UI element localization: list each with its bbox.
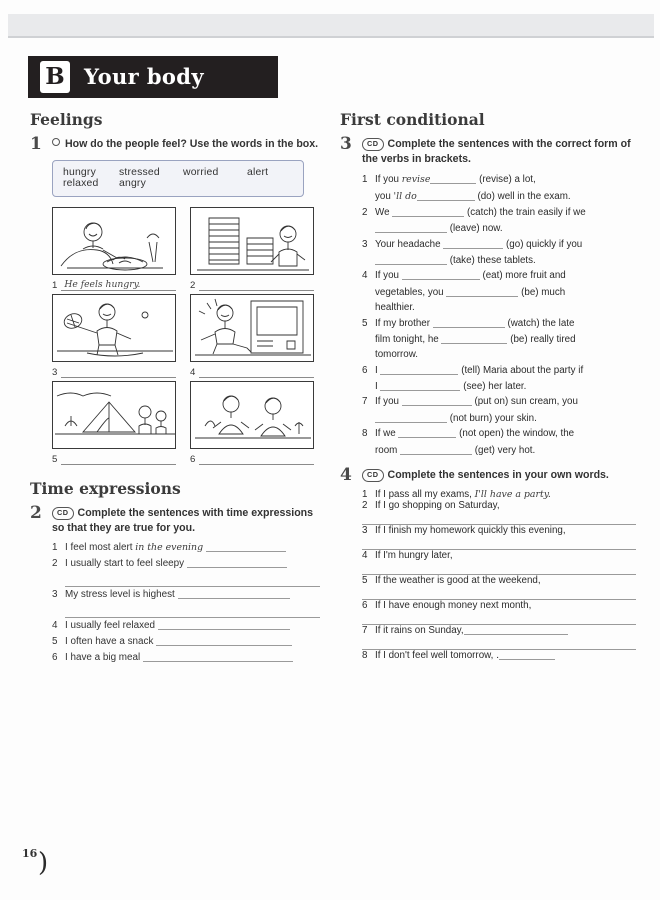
conditional-item-6	[362, 363, 636, 395]
own-words-item	[362, 550, 636, 575]
conditional-item-4	[362, 268, 636, 315]
item-number: 5	[52, 635, 58, 647]
illustration-man-kicking-vending-machine	[190, 294, 314, 362]
list-item	[52, 557, 320, 587]
item-text: If I don't feel well tomorrow,	[375, 649, 494, 661]
item-number: 4	[362, 270, 368, 282]
picture-row-2	[52, 294, 314, 378]
item-number: 8	[362, 649, 368, 661]
picture-cell-1	[52, 207, 176, 291]
item-number: 3	[362, 238, 368, 250]
item-text: If I go shopping on Saturday,	[375, 499, 500, 511]
conditional-line: healthier.	[375, 302, 415, 314]
picture-grid	[52, 207, 314, 465]
answer-text[interactable]: in the evening	[135, 542, 204, 554]
word-box	[52, 160, 304, 197]
picture-number-5: 5	[52, 454, 58, 466]
word-hungry: hungry	[63, 167, 96, 179]
exercise-4	[340, 465, 636, 486]
picture-cell-3	[52, 294, 176, 378]
exercise-2-instruction	[52, 506, 320, 535]
page-top-rule	[8, 36, 654, 38]
picture-cell-4	[190, 294, 314, 378]
exercise-2-items	[52, 541, 320, 665]
answer-line[interactable]	[65, 605, 320, 618]
picture-cell-2	[190, 207, 314, 291]
exercise-4-number: 4	[340, 465, 352, 486]
picture-answer-line-4[interactable]	[199, 377, 314, 378]
exercise-3-instruction	[362, 137, 636, 166]
conditional-line: (leave) now.	[375, 221, 636, 236]
conditional-line: you 'll do (do) well in the exam.	[375, 191, 571, 203]
item-number: 6	[362, 364, 368, 376]
answer-line[interactable]	[362, 636, 636, 650]
conditional-line: 2 We (catch) the train easily if we	[362, 205, 636, 220]
item-text: I have a big meal	[65, 651, 320, 666]
item-text: If I'm hungry later,	[375, 549, 453, 561]
item-number: 5	[362, 317, 368, 329]
exercise-1-number: 1	[30, 134, 42, 154]
exercise-1	[30, 134, 320, 154]
own-words-item	[362, 650, 636, 661]
conditional-item-1	[362, 172, 636, 205]
conditional-item-7	[362, 394, 636, 426]
item-text: I usually feel relaxed	[65, 619, 320, 634]
conditional-line: (take) these tablets.	[375, 253, 636, 268]
answer-line[interactable]	[65, 574, 320, 587]
conditional-line: room (get) very hot.	[375, 444, 536, 456]
item-text: I usually start to feel sleepy	[65, 557, 320, 587]
right-column	[340, 110, 636, 661]
page-number: 16	[22, 847, 38, 860]
picture-answer-5	[52, 451, 176, 465]
item-text: I feel most alert in the evening	[65, 541, 320, 556]
word-box-row-2	[63, 178, 295, 189]
picture-row-1	[52, 207, 314, 291]
item-text: If the weather is good at the weekend,	[375, 574, 541, 586]
illustration-two-people-meditating	[190, 381, 314, 449]
page-corner-mark: )	[38, 848, 49, 878]
page-top-band	[8, 14, 654, 36]
cd-icon: CD	[52, 507, 74, 520]
conditional-line: film tonight, he (be) really tired	[375, 334, 576, 346]
cd-icon: CD	[362, 138, 384, 151]
picture-number-6: 6	[190, 454, 196, 466]
list-item	[52, 635, 320, 650]
answer-line[interactable]	[362, 611, 636, 625]
conditional-line: 1 If you revise (revise) a lot,	[362, 172, 636, 188]
conditional-line: tomorrow.	[375, 349, 419, 361]
picture-answer-2	[190, 277, 314, 291]
item-number: 6	[362, 599, 368, 611]
conditional-line: I (see) her later.	[375, 381, 527, 393]
unit-letter: B	[40, 61, 70, 93]
conditional-item-5	[362, 316, 636, 363]
exercise-1-instruction	[52, 137, 320, 151]
list-item	[52, 588, 320, 618]
circle-icon	[52, 138, 60, 146]
picture-number-2: 2	[190, 280, 196, 292]
picture-number-3: 3	[52, 367, 58, 379]
exercise-2-instruction-text: Complete the sentences with time expressions so that they are true for you.	[52, 507, 314, 535]
word-angry: angry	[119, 178, 146, 190]
picture-answer-line-1[interactable]: He feels hungry.	[61, 279, 176, 291]
unit-title: Your body	[84, 64, 204, 89]
answer-text[interactable]: I'll have a party.	[474, 488, 551, 500]
own-words-item	[362, 575, 636, 600]
item-number: 1	[52, 542, 58, 554]
answer-line[interactable]	[362, 561, 636, 575]
picture-answer-line-5[interactable]	[61, 464, 176, 465]
exercise-3-number: 3	[340, 134, 352, 154]
answer-line[interactable]	[362, 511, 636, 525]
item-text: If it rains on Sunday,	[375, 624, 464, 636]
word-worried: worried	[183, 167, 219, 179]
own-words-item	[362, 625, 636, 650]
item-text: My stress level is highest	[65, 588, 320, 618]
item-number: 2	[52, 558, 58, 570]
picture-cell-6	[190, 381, 314, 465]
cd-icon: CD	[362, 469, 384, 482]
exercise-3	[340, 134, 636, 166]
own-words-item	[362, 500, 636, 525]
item-number: 4	[362, 549, 368, 561]
exercise-2-number: 2	[30, 503, 42, 524]
item-number: 2	[362, 206, 368, 218]
own-words-item	[362, 600, 636, 625]
conditional-line: 7 If you (put on) sun cream, you	[362, 394, 636, 409]
item-number: 7	[362, 624, 368, 636]
exercise-4-instruction	[362, 468, 636, 483]
section-title-first-conditional: First conditional	[340, 110, 485, 129]
answer-text[interactable]: revise	[401, 174, 431, 186]
picture-answer-4	[190, 364, 314, 378]
word-relaxed: relaxed	[63, 178, 99, 190]
item-text: If I finish my homework quickly this evening,	[375, 524, 566, 536]
exercise-4-instruction-text: Complete the sentences in your own words.	[387, 469, 609, 482]
conditional-line: 8 If we (not open) the window, the	[362, 426, 636, 441]
exercise-1-instruction-text: How do the people feel? Use the words in the box.	[65, 138, 319, 150]
item-number: 3	[362, 524, 368, 536]
conditional-line: 5 If my brother (watch) the late	[362, 316, 636, 331]
conditional-line: 4 If you (eat) more fruit and	[362, 268, 636, 283]
exercise-3-instruction-text: Complete the sentences with the correct form of the verbs in brackets.	[362, 138, 631, 165]
item-number: 7	[362, 396, 368, 408]
illustration-family-camping-tent	[52, 381, 176, 449]
answer-text[interactable]: .	[496, 649, 500, 661]
left-column	[30, 110, 320, 667]
exercise-4-items	[362, 489, 636, 661]
item-number: 1	[362, 488, 368, 500]
conditional-item-2	[362, 205, 636, 237]
item-number: 2	[362, 499, 368, 511]
item-number: 6	[52, 651, 58, 663]
answer-line[interactable]	[362, 536, 636, 550]
own-words-item	[362, 525, 636, 550]
picture-answer-6	[190, 451, 314, 465]
section-title-time-expressions: Time expressions	[30, 479, 181, 499]
illustration-woman-stacks-of-paper	[190, 207, 314, 275]
picture-answer-line-3[interactable]	[61, 377, 176, 378]
item-number: 8	[362, 428, 368, 440]
list-item	[52, 651, 320, 666]
picture-number-1: 1	[52, 280, 58, 292]
conditional-line: 3 Your headache (go) quickly if you	[362, 237, 636, 252]
conditional-line: 6 I (tell) Maria about the party if	[362, 363, 636, 378]
list-item	[52, 541, 320, 556]
picture-cell-5	[52, 381, 176, 465]
answer-text[interactable]: 'll do	[393, 191, 417, 203]
conditional-item-8	[362, 426, 636, 458]
conditional-line: (not burn) your skin.	[375, 411, 636, 426]
picture-number-4: 4	[190, 367, 196, 379]
own-words-item	[362, 489, 636, 500]
item-text: If I pass all my exams,	[375, 488, 472, 500]
exercise-3-items	[362, 172, 636, 458]
conditional-item-3	[362, 237, 636, 269]
item-number: 1	[362, 174, 368, 186]
picture-answer-3	[52, 364, 176, 378]
unit-header	[28, 56, 624, 98]
list-item	[52, 619, 320, 634]
illustration-man-eating-pasta	[52, 207, 176, 275]
answer-line[interactable]	[362, 586, 636, 600]
picture-row-3	[52, 381, 314, 465]
item-text: I often have a snack	[65, 635, 320, 650]
word-alert: alert	[247, 167, 269, 179]
word-box-row-1	[63, 167, 295, 178]
item-number: 3	[52, 589, 58, 601]
exercise-2	[30, 503, 320, 535]
illustration-man-with-tennis-racket	[52, 294, 176, 362]
item-number: 4	[52, 620, 58, 632]
section-title-feelings: Feelings	[30, 110, 103, 129]
picture-answer-1	[52, 277, 176, 291]
item-text: If I have enough money next month,	[375, 599, 532, 611]
word-stressed: stressed	[119, 167, 160, 179]
conditional-line: vegetables, you (be) much	[375, 287, 566, 299]
picture-answer-line-2[interactable]	[199, 290, 314, 291]
item-number: 5	[362, 574, 368, 586]
picture-answer-line-6[interactable]	[199, 464, 314, 465]
